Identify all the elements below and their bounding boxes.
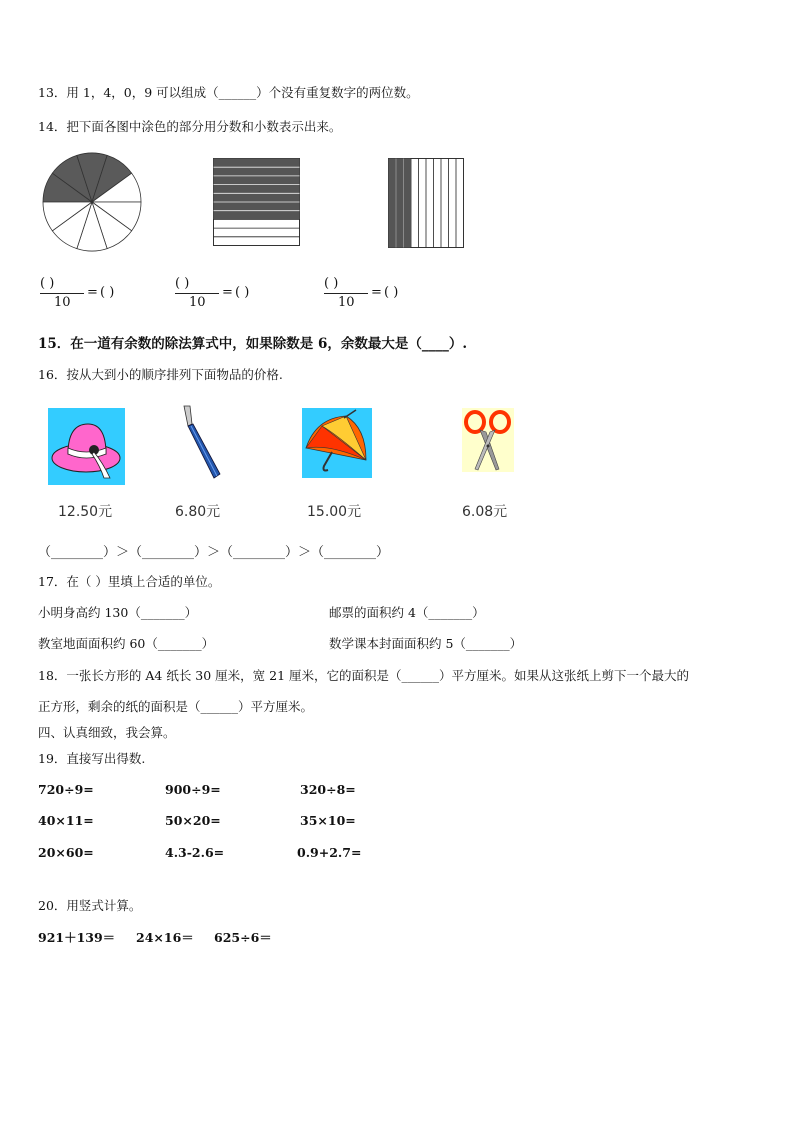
calc-item[interactable]: 40×11= [38, 813, 94, 828]
unit-item-height[interactable]: 小明身高约 130（_______） [38, 605, 198, 620]
equals-sign: = [222, 285, 233, 300]
question-19: 19．直接写出得数. [38, 751, 146, 766]
pie-group [43, 153, 141, 251]
numerator-blank[interactable]: ( ) [40, 276, 55, 291]
fraction-answer-3 [324, 276, 384, 312]
vertical-calc-item[interactable]: 625÷6＝ [214, 930, 272, 945]
denominator: 10 [54, 295, 71, 310]
equals-sign: = [87, 285, 98, 300]
umbrella-icon [302, 408, 372, 478]
price-pen: 6.80元 [175, 504, 221, 520]
unit-item-book[interactable]: 数学课本封面面积约 5（_______） [329, 636, 523, 651]
decimal-blank-2[interactable]: ( ) [235, 285, 250, 300]
scissors-icon [462, 408, 514, 472]
question-18-line-2: 正方形，剩余的纸的面积是（______）平方厘米。 [38, 699, 314, 714]
unit-item-stamp[interactable]: 邮票的面积约 4（_______） [329, 605, 485, 620]
calc-item[interactable]: 35×10= [300, 813, 356, 828]
decimal-blank-1[interactable]: ( ) [100, 285, 115, 300]
question-14: 14．把下面各图中涂色的部分用分数和小数表示出来。 [38, 119, 342, 134]
column-square-figure [388, 158, 464, 248]
fraction-bar [40, 293, 84, 294]
calc-item[interactable]: 900÷9= [165, 782, 221, 797]
price-umbrella: 15.00元 [307, 504, 362, 520]
fraction-answer-1 [40, 276, 100, 312]
denominator: 10 [189, 295, 206, 310]
section-heading-4: 四、认真细致，我会算。 [38, 725, 176, 740]
calc-item[interactable]: 4.3-2.6= [165, 845, 225, 860]
question-16: 16．按从大到小的顺序排列下面物品的价格. [38, 367, 283, 382]
fraction-answer-2 [175, 276, 235, 312]
question-18-line-1: 18．一张长方形的 A4 纸长 30 厘米，宽 21 厘米，它的面积是（______）平方厘米。如果从这张纸上剪下一个最大的 [38, 668, 690, 683]
unit-item-classroom[interactable]: 教室地面面积约 60（_______） [38, 636, 215, 651]
vertical-calc-item[interactable]: 921＋139＝ [38, 930, 116, 945]
numerator-blank[interactable]: ( ) [324, 276, 339, 291]
question-17: 17．在（ ）里填上合适的单位。 [38, 574, 221, 589]
price-scissors: 6.08元 [462, 504, 508, 520]
calc-item[interactable]: 20×60= [38, 845, 94, 860]
fraction-bar [324, 293, 368, 294]
hat-icon [48, 408, 125, 485]
equals-sign: = [371, 285, 382, 300]
denominator: 10 [338, 295, 355, 310]
order-answer-line[interactable]: （________）＞（________）＞（________）＞（________） [38, 545, 390, 560]
striped-square-figure [213, 158, 300, 246]
circle-tenths-figure [40, 150, 144, 254]
pen-icon [178, 404, 226, 482]
decimal-blank-3[interactable]: ( ) [384, 285, 399, 300]
price-hat: 12.50元 [58, 504, 113, 520]
calc-item[interactable]: 720÷9= [38, 782, 94, 797]
calc-item[interactable]: 0.9+2.7= [297, 845, 362, 860]
question-13: 13．用 1，4，0，9 可以组成（______）个没有重复数字的两位数。 [38, 85, 419, 100]
vertical-calc-item[interactable]: 24×16＝ [136, 930, 194, 945]
calc-item[interactable]: 50×20= [165, 813, 221, 828]
calc-item[interactable]: 320÷8= [300, 782, 356, 797]
question-15: 15．在一道有余数的除法算式中，如果除数是 6，余数最大是（____）. [38, 336, 468, 352]
question-20: 20．用竖式计算。 [38, 898, 142, 913]
numerator-blank[interactable]: ( ) [175, 276, 190, 291]
fraction-bar [175, 293, 219, 294]
